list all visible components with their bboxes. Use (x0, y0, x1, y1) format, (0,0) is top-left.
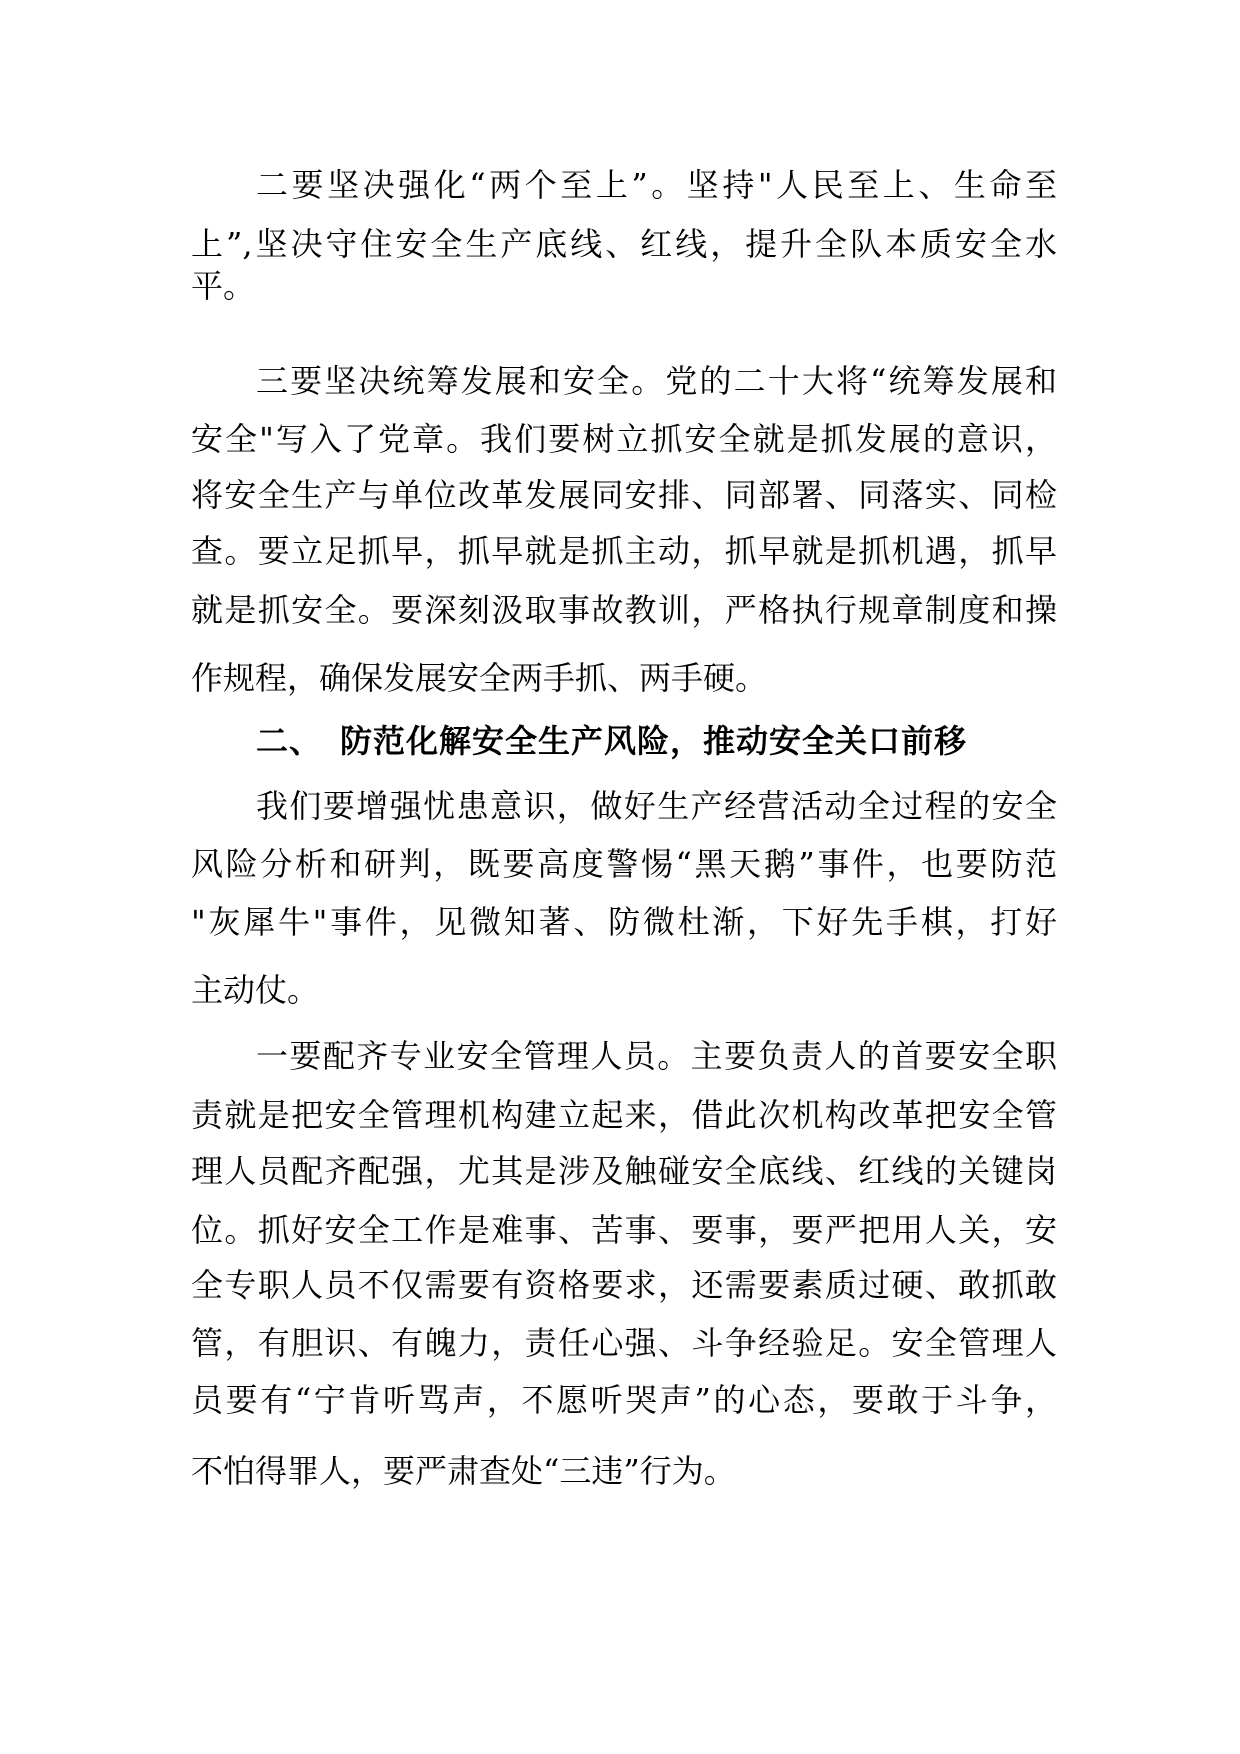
text-line: 二要坚决强化“两个至上”。坚持"人民至上、生命至 (256, 166, 1057, 204)
text-line: "灰犀牛"事件，见微知著、防微杜渐，下好先手棋，打好 (191, 903, 1057, 941)
text-line: 风险分析和研判，既要高度警惕“黑天鹅”事件，也要防范 (191, 845, 1057, 883)
text-line: 平。 (191, 267, 256, 305)
text-line: 我们要增强忧患意识，做好生产经营活动全过程的安全 (256, 787, 1057, 825)
text-line: 一要配齐专业安全管理人员。主要负责人的首要安全职 (256, 1037, 1057, 1075)
text-line: 上”,坚决守住安全生产底线、红线，提升全队本质安全水 (191, 225, 1057, 263)
text-line: 三要坚决统筹发展和安全。党的二十大将“统筹发展和 (256, 362, 1057, 400)
section-heading (256, 721, 967, 761)
text-line: 作规程，确保发展安全两手抓、两手硬。 (191, 659, 768, 697)
text-line: 员要有“宁肯听骂声，不愿听哭声”的心态，要敢于斗争， (191, 1381, 1057, 1419)
text-line: 不怕得罪人，要严肃查处“三违”行为。 (191, 1452, 736, 1490)
text-line: 管，有胆识、有魄力，责任心强、斗争经验足。安全管理人 (191, 1324, 1057, 1362)
text-line: 全专职人员不仅需要有资格要求，还需要素质过硬、敢抓敢 (191, 1266, 1057, 1304)
text-line: 就是抓安全。要深刻汲取事故教训，严格执行规章制度和操 (191, 591, 1057, 629)
text-line: 责就是把安全管理机构建立起来，借此次机构改革把安全管 (191, 1096, 1057, 1134)
text-line: 将安全生产与单位改革发展同安排、同部署、同落实、同检 (191, 476, 1057, 514)
text-line: 安全"写入了党章。我们要树立抓安全就是抓发展的意识， (191, 420, 1057, 458)
text-line: 查。要立足抓早，抓早就是抓主动，抓早就是抓机遇，抓早 (191, 532, 1057, 570)
text-line: 理人员配齐配强，尤其是涉及触碰安全底线、红线的关键岗 (191, 1152, 1057, 1190)
text-line: 主动仗。 (191, 971, 320, 1009)
text-line: 位。抓好安全工作是难事、苦事、要事，要严把用人关，安 (191, 1211, 1057, 1249)
section-number: 二、 (256, 722, 323, 760)
section-title: 防范化解安全生产风险，推动安全关口前移 (340, 722, 968, 760)
